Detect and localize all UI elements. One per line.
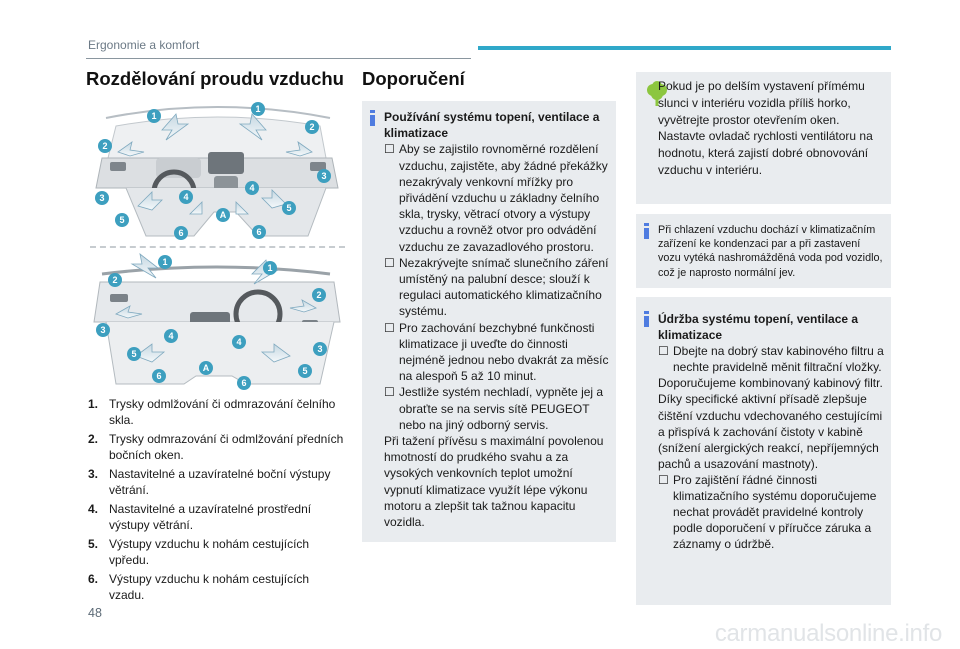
list-item-text: Dbejte na dobrý stav kabinového filtru a nechte pravidelně měnit filtrační vložky. xyxy=(673,344,884,375)
legend-text: Výstupy vzduchu k nohám cestujících vzadu. xyxy=(109,572,310,602)
diagram-label-2a: 2 xyxy=(102,141,108,151)
airflow-diagram-top xyxy=(86,96,348,242)
airflow-title: Rozdělování proudu vzduchu xyxy=(86,68,344,89)
list-item xyxy=(384,255,610,320)
checkbox-bullet-icon: ☐ xyxy=(384,385,395,400)
maintenance-info-box xyxy=(636,297,891,605)
list-item xyxy=(384,384,610,433)
diagram2-label-4b: 4 xyxy=(236,337,242,347)
diagram-separator xyxy=(90,246,345,248)
dashboard-illustration-top xyxy=(86,96,348,242)
diagram2-label-2a: 2 xyxy=(112,275,118,285)
diagram2-label-4a: 4 xyxy=(168,331,174,341)
usage-heading: Používání systému topení, ventilace a klimatizace xyxy=(384,110,600,141)
checkbox-bullet-icon: ☐ xyxy=(384,255,395,270)
diagram2-label-5a: 5 xyxy=(131,349,137,359)
diagram-label-4a: 4 xyxy=(183,192,189,202)
list-item-text: Aby se zajistilo rovnoměrné rozdělení vzduchu, zajistěte, aby žádné překážky nezakrývaly venkovní mřížky pro přivádění vzduchu u základny čelního skla, trysky, větrací otvory a výstupy vzduchu a rovněž otvor pro odvádění vzduchu ze zavazadlového prostoru. xyxy=(399,142,608,254)
filter-paragraph: Doporučujeme kombinovaný kabinový filtr. Díky specifické aktivní přísadě zlepšuje čištění vzduchu vdechovaného cestujícími a přispívá k zachování čistoty v kabině (snížení alergických reakcí, nepříjemných pachů a usazování mastnoty). xyxy=(658,376,883,471)
checkbox-bullet-icon: ☐ xyxy=(658,344,669,359)
diagram2-label-6b: 6 xyxy=(241,378,247,388)
list-item xyxy=(658,472,885,552)
legend-item xyxy=(88,397,346,428)
legend-text: Trysky odmlžování či odmrazování čelního skla. xyxy=(109,397,336,427)
eco-tip-box xyxy=(636,72,891,204)
list-item xyxy=(658,343,885,375)
list-item-text: Pro zachování bezchybné funkčnosti klimatizace ji uveďte do činnosti nejméně jednou nebo dvakrát za měsíc na alespoň 5 až 10 minut. xyxy=(399,320,609,384)
dashboard-illustration-bottom xyxy=(86,252,348,392)
diagram-label-2b: 2 xyxy=(309,122,315,132)
diagram2-label-3a: 3 xyxy=(100,325,106,335)
diagram-label-6b: 6 xyxy=(256,227,262,237)
diagram2-label-5b: 5 xyxy=(302,366,308,376)
airflow-diagram-bottom xyxy=(86,252,348,392)
diagram-label-1a: 1 xyxy=(151,111,157,121)
legend-item xyxy=(88,467,346,498)
legend-item xyxy=(88,572,346,603)
diagram2-label-6a: 6 xyxy=(156,371,162,381)
condensation-text: Při chlazení vzduchu dochází v klimatizačním zařízení ke kondenzaci par a při zastavení vozu vytéká nashromážděná voda pod vozidlo, což je naprosto normální jev. xyxy=(658,224,883,279)
checkbox-bullet-icon: ☐ xyxy=(384,320,395,335)
watermark: carmanualsonline.info xyxy=(714,620,942,647)
legend-number: 2. xyxy=(88,432,99,446)
info-icon xyxy=(644,223,649,235)
info-icon xyxy=(644,311,649,323)
legend-item xyxy=(88,432,346,463)
legend-number: 6. xyxy=(88,572,99,586)
diagram-label-4b: 4 xyxy=(249,183,255,193)
list-item-text: Pro zajištění řádné činnosti klimatizačního systému doporučujeme nechat provádět pravidelné kontroly podle doporučení v příručce záruka a záznamy o údržbě. xyxy=(673,472,877,552)
info-icon xyxy=(370,110,375,122)
diagram-label-1b: 1 xyxy=(255,104,261,114)
legend-number: 1. xyxy=(88,397,99,411)
page-number: 48 xyxy=(88,606,102,620)
list-item xyxy=(384,320,610,385)
eco-tip-text: Pokud je po delším vystavení přímému slunci v interiéru vozidla příliš horko, vyvětrejte prostor otevřením oken. Nastavte ovladač rychlosti ventilátoru na hodnotu, která zajistí dobré obnovování vzduchu v interiéru. xyxy=(658,79,873,177)
diagram2-label-2b: 2 xyxy=(316,290,322,300)
recommendation-title: Doporučení xyxy=(362,68,465,89)
legend-number: 5. xyxy=(88,537,99,551)
section-title: Ergonomie a komfort xyxy=(88,38,200,52)
maintenance-heading: Údržba systému topení, ventilace a klimatizace xyxy=(658,312,859,343)
legend-text: Výstupy vzduchu k nohám cestujících vpředu. xyxy=(109,537,310,567)
list-item-text: Jestliže systém nechladí, vypněte jej a obraťte se na servis sítě PEUGEOT nebo na jiný odborný servis. xyxy=(399,385,604,432)
diagram-label-3b: 3 xyxy=(321,171,327,181)
legend-number: 3. xyxy=(88,467,99,481)
condensation-info-box xyxy=(636,214,891,288)
legend-number: 4. xyxy=(88,502,99,516)
header-divider xyxy=(86,58,471,59)
diagram2-label-a: A xyxy=(202,363,210,373)
list-item-text: Nezakrývejte snímač slunečního záření umístěný na palubní desce; slouží k regulaci automatického klimatizačního systému. xyxy=(399,255,609,319)
legend-text: Nastavitelné a uzavíratelné boční výstupy větrání. xyxy=(109,467,331,497)
legend-item xyxy=(88,502,346,533)
legend-text: Nastavitelné a uzavíratelné prostřední výstupy větrání. xyxy=(109,502,312,532)
diagram-label-a: A xyxy=(219,210,227,220)
checkbox-bullet-icon: ☐ xyxy=(658,472,669,487)
legend-item xyxy=(88,537,346,568)
diagram2-label-3b: 3 xyxy=(317,344,323,354)
towing-paragraph: Při tažení přívěsu s maximální povolenou hmotností do prudkého svahu a za vysokých venkovních teplot umožní vypnutí klimatizace využít lépe výkonu motoru a zlepšit tak tažnou kapacitu vozidla. xyxy=(384,434,604,530)
airflow-legend xyxy=(88,397,346,607)
list-item xyxy=(384,141,610,254)
diagram2-label-1b: 1 xyxy=(267,263,273,273)
diagram-label-5a: 5 xyxy=(119,215,125,225)
checkbox-bullet-icon: ☐ xyxy=(384,142,395,157)
header-accent-bar xyxy=(478,46,891,50)
diagram-label-3a: 3 xyxy=(99,193,105,203)
diagram2-label-1a: 1 xyxy=(162,257,168,267)
legend-text: Trysky odmrazování či odmlžování předních bočních oken. xyxy=(109,432,344,462)
diagram-label-6a: 6 xyxy=(178,228,184,238)
diagram-label-5b: 5 xyxy=(286,203,292,213)
usage-info-box xyxy=(362,101,616,542)
